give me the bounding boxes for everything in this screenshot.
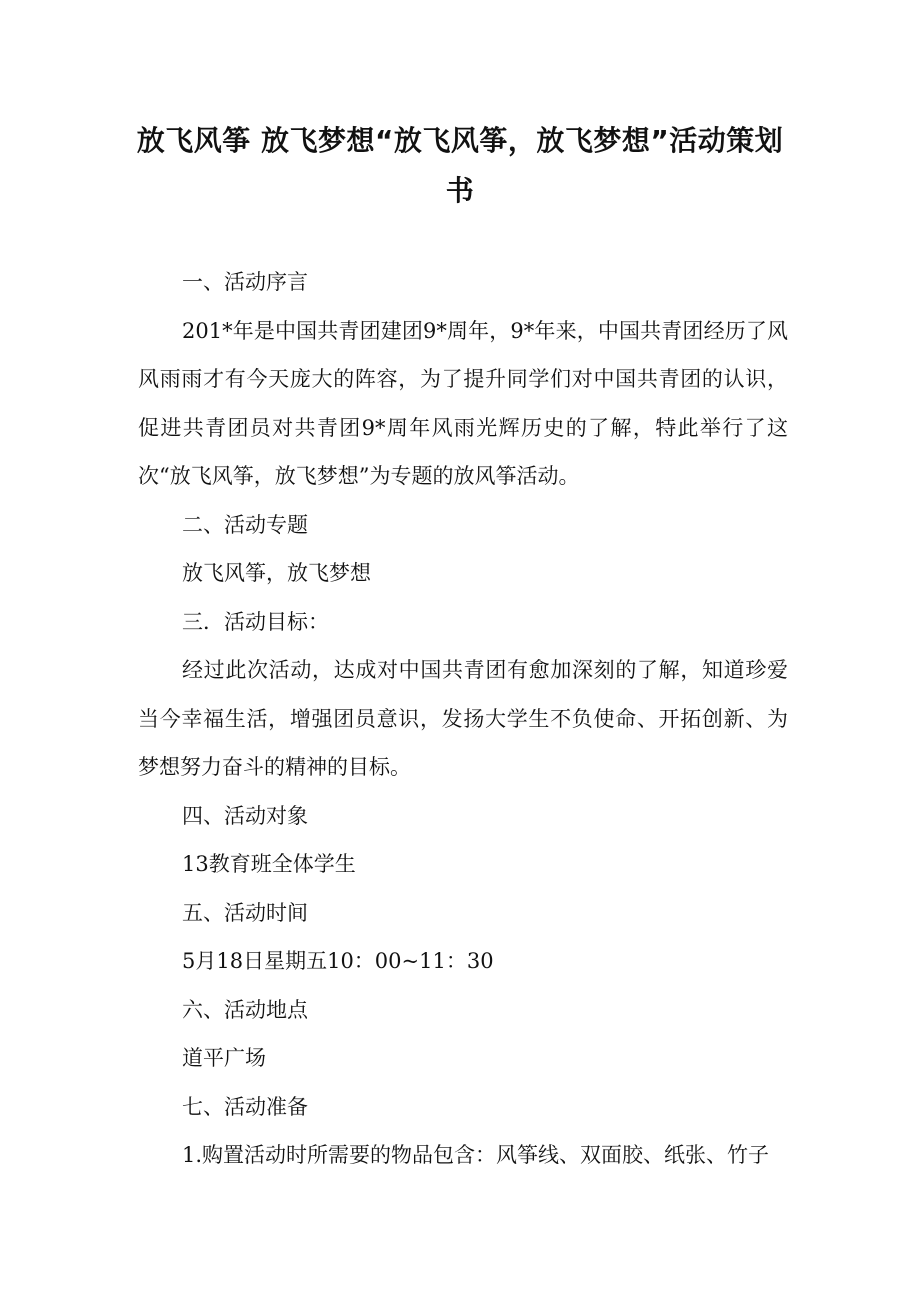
section-heading-audience: 四、活动对象	[182, 803, 308, 828]
paragraph-preparation-item-1: 1.购置活动时所需要的物品包含：风筝线、双面胶、纸张、竹子	[182, 1143, 770, 1167]
document-title: 放飞风筝 放飞梦想“放飞风筝，放飞梦想”活动策划书	[136, 124, 784, 207]
section-heading-preface: 一、活动序言	[182, 270, 308, 294]
paragraph-goal: 经过此次活动，达成对中国共青团有愈加深刻的了解，知道珍爱当今幸福生活，增强团员意识，发扬大学生不负使命、开拓创新、为梦想努力奋斗的精神的目标。	[138, 658, 788, 779]
paragraph-location: 道平广场	[182, 1046, 266, 1070]
paragraph-preface: 201*年是中国共青团建团9*周年，9*年来，中国共青团经历了风风雨雨才有今天庞大的阵容，为了提升同学们对中国共青团的认识，促进共青团员对共青团9*周年风雨光辉历史的了解，特此举行了这次“放飞风筝，放飞梦想”为专题的放风筝活动。	[138, 318, 788, 488]
section-heading-preparation: 七、活动准备	[182, 1094, 308, 1119]
section-heading-time: 五、活动时间	[182, 900, 308, 925]
paragraph-audience: 13教育班全体学生	[182, 852, 356, 876]
section-heading-theme: 二、活动专题	[182, 512, 308, 537]
paragraph-theme: 放飞风筝，放飞梦想	[182, 561, 371, 585]
paragraph-time: 5月18日星期五10：00~11：30	[182, 949, 494, 973]
section-heading-goal: 三．活动目标：	[182, 609, 329, 634]
section-heading-location: 六、活动地点	[182, 997, 308, 1022]
document-body	[138, 258, 788, 1180]
